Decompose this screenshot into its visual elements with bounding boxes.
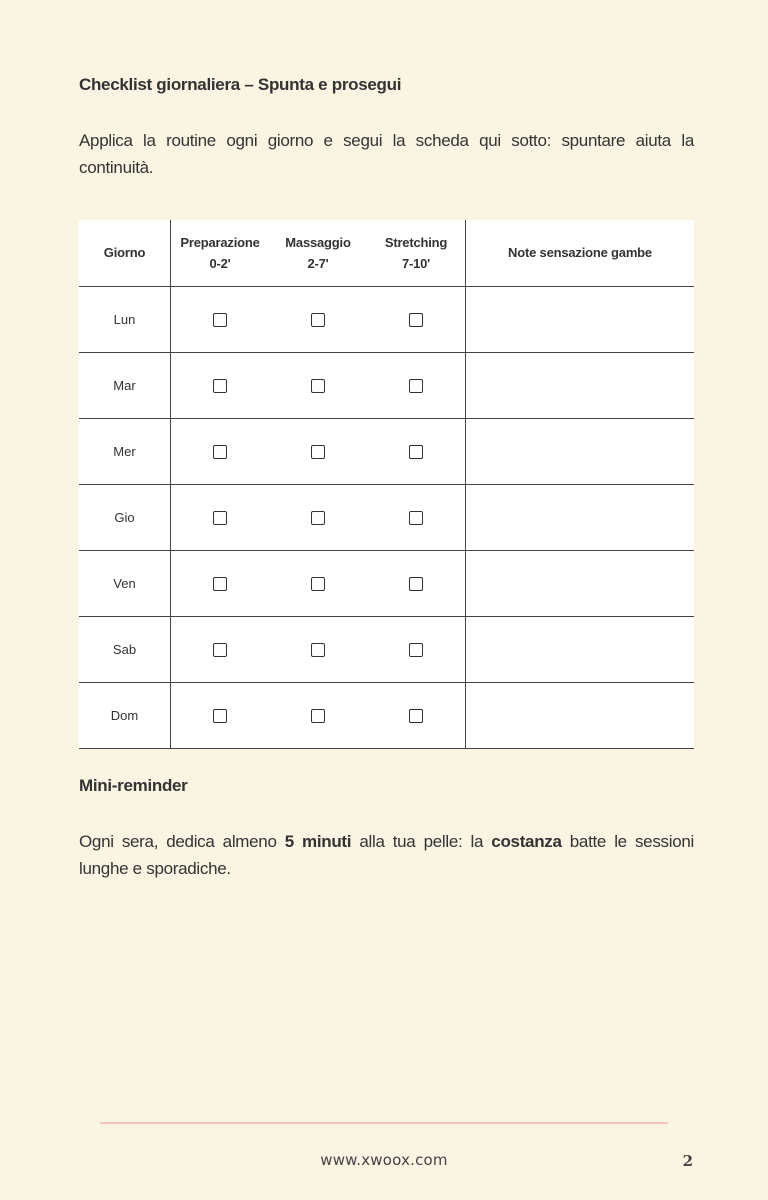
notes-cell[interactable] <box>466 286 695 352</box>
prep-cell <box>171 484 270 550</box>
prep-cell <box>171 418 270 484</box>
reminder-paragraph <box>79 828 694 882</box>
prep-checkbox[interactable] <box>213 445 227 459</box>
massage-cell <box>269 682 367 748</box>
stretching-checkbox[interactable] <box>409 445 423 459</box>
day-cell: Gio <box>79 484 171 550</box>
header-prep <box>171 220 270 286</box>
stretching-checkbox[interactable] <box>409 577 423 591</box>
footer-url: www.xwoox.com <box>320 1151 448 1169</box>
prep-cell <box>171 616 270 682</box>
stretching-cell <box>367 550 466 616</box>
reminder-bold-minutes: 5 minuti <box>284 832 352 851</box>
notes-cell[interactable] <box>466 418 695 484</box>
prep-cell <box>171 550 270 616</box>
header-prep-label: Preparazione <box>180 234 260 250</box>
massage-checkbox[interactable] <box>311 643 325 657</box>
stretching-cell <box>367 616 466 682</box>
massage-checkbox[interactable] <box>311 577 325 591</box>
reminder-title: Mini-reminder <box>79 776 188 795</box>
header-day: Giorno <box>79 220 171 286</box>
massage-cell <box>269 418 367 484</box>
massage-cell <box>269 616 367 682</box>
massage-cell <box>269 484 367 550</box>
prep-cell <box>171 352 270 418</box>
massage-cell <box>269 286 367 352</box>
reminder-text-2: alla tua pelle: la <box>351 832 492 851</box>
header-massage-time: 2-7' <box>307 255 329 271</box>
table-row <box>79 418 694 484</box>
header-stretching-time: 7-10' <box>401 255 431 271</box>
prep-checkbox[interactable] <box>213 577 227 591</box>
stretching-checkbox[interactable] <box>409 643 423 657</box>
stretching-cell <box>367 286 466 352</box>
stretching-cell <box>367 352 466 418</box>
prep-checkbox[interactable] <box>213 511 227 525</box>
massage-cell <box>269 550 367 616</box>
prep-checkbox[interactable] <box>213 379 227 393</box>
notes-cell[interactable] <box>466 616 695 682</box>
header-notes: Note sensazione gambe <box>466 220 695 286</box>
table-row <box>79 550 694 616</box>
massage-checkbox[interactable] <box>311 511 325 525</box>
reminder-bold-costanza: costanza <box>491 832 562 851</box>
massage-cell <box>269 352 367 418</box>
checklist-table <box>79 220 694 749</box>
stretching-cell <box>367 418 466 484</box>
page-number: 2 <box>682 1152 693 1170</box>
prep-checkbox[interactable] <box>213 709 227 723</box>
day-cell: Mar <box>79 352 171 418</box>
stretching-checkbox[interactable] <box>409 313 423 327</box>
reminder-text-3: batte le sessioni lunghe e sporadiche. <box>79 832 694 878</box>
massage-checkbox[interactable] <box>311 379 325 393</box>
massage-checkbox[interactable] <box>311 709 325 723</box>
prep-cell <box>171 286 270 352</box>
table-row <box>79 352 694 418</box>
stretching-checkbox[interactable] <box>409 709 423 723</box>
table-row <box>79 286 694 352</box>
stretching-cell <box>367 682 466 748</box>
stretching-cell <box>367 484 466 550</box>
footer-divider <box>100 1122 668 1124</box>
header-stretching <box>367 220 466 286</box>
stretching-checkbox[interactable] <box>409 511 423 525</box>
table-row <box>79 682 694 748</box>
header-massage <box>269 220 367 286</box>
checklist-intro: Applica la routine ogni giorno e segui la scheda qui sotto: spuntare aiuta la continuità. <box>79 131 694 177</box>
table-row <box>79 616 694 682</box>
header-prep-time: 0-2' <box>209 255 231 271</box>
notes-cell[interactable] <box>466 352 695 418</box>
day-cell: Lun <box>79 286 171 352</box>
table-header-row <box>79 220 694 286</box>
notes-cell[interactable] <box>466 682 695 748</box>
stretching-checkbox[interactable] <box>409 379 423 393</box>
massage-checkbox[interactable] <box>311 313 325 327</box>
notes-cell[interactable] <box>466 550 695 616</box>
prep-checkbox[interactable] <box>213 313 227 327</box>
massage-checkbox[interactable] <box>311 445 325 459</box>
prep-cell <box>171 682 270 748</box>
day-cell: Mer <box>79 418 171 484</box>
day-cell: Dom <box>79 682 171 748</box>
checklist-title: Checklist giornaliera – Spunta e prosegui <box>79 75 402 94</box>
header-massage-label: Massaggio <box>285 234 351 250</box>
notes-cell[interactable] <box>466 484 695 550</box>
header-stretching-label: Stretching <box>384 234 448 250</box>
day-cell: Ven <box>79 550 171 616</box>
day-cell: Sab <box>79 616 171 682</box>
reminder-text-1: Ogni sera, dedica almeno <box>79 832 285 851</box>
table-row <box>79 484 694 550</box>
prep-checkbox[interactable] <box>213 643 227 657</box>
